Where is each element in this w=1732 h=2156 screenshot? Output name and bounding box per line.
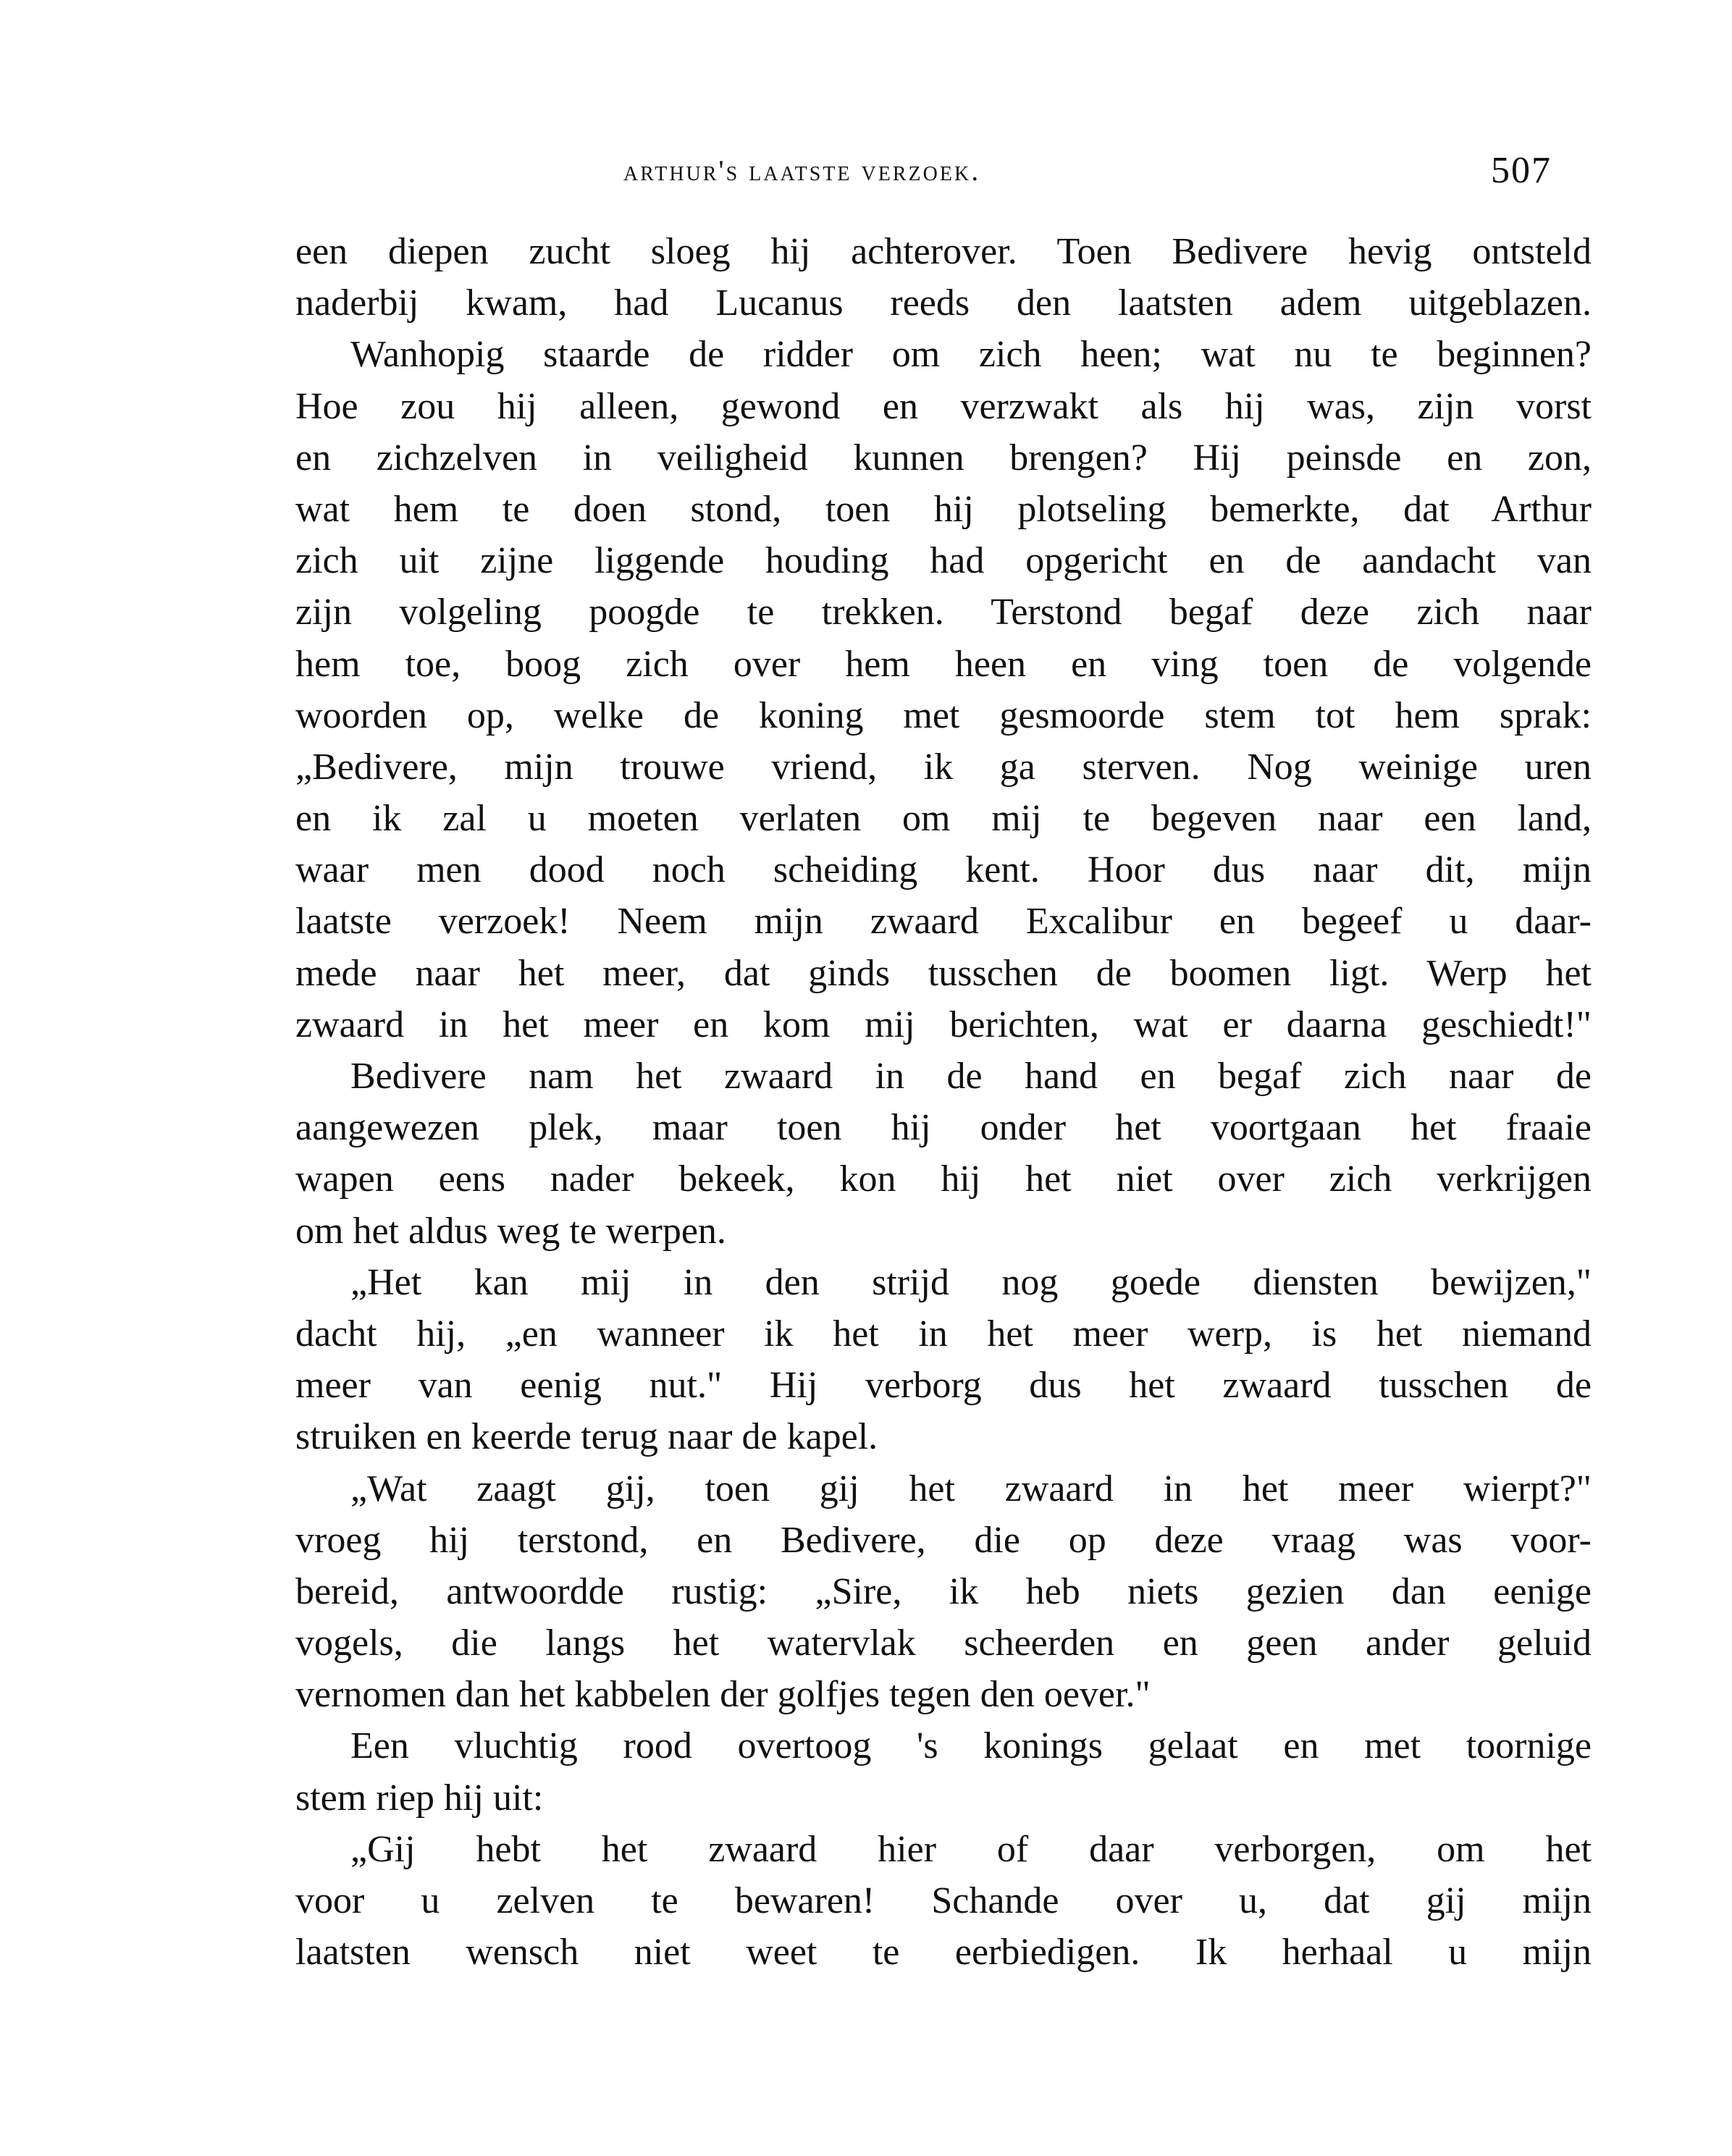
text-line: struiken en keerde terug naar de kapel. — [295, 1416, 878, 1458]
text-line: meer van eenig nut." Hij verborg dus het zwaard tusschen de — [295, 1365, 1592, 1407]
text-line: zijn volgeling poogde te trekken. Terstond begaf deze zich naar — [295, 591, 1592, 633]
text-line: zich uit zijne liggende houding had opgericht en de aandacht van — [295, 540, 1592, 582]
text-line: bereid, antwoordde rustig: „Sire, ik heb niets gezien dan eenige — [295, 1570, 1592, 1612]
text-line: mede naar het meer, dat ginds tusschen de boomen ligt. Werp het — [295, 952, 1592, 994]
page-header — [623, 150, 1552, 197]
text-line: hem toe, boog zich over hem heen en ving toen de volgende — [295, 643, 1592, 685]
text-line: „Bedivere, mijn trouwe vriend, ik ga sterven. Nog weinige uren — [295, 746, 1592, 788]
text-line: Hoe zou hij alleen, gewond en verzwakt als hij was, zijn vorst — [295, 385, 1592, 427]
text-line: naderbij kwam, had Lucanus reeds den laatsten adem uitgeblazen. — [295, 282, 1592, 324]
text-line: waar men dood noch scheiding kent. Hoor dus naar dit, mijn — [295, 849, 1592, 891]
text-line: woorden op, welke de koning met gesmoorde stem tot hem sprak: — [295, 694, 1592, 736]
text-line: vroeg hij terstond, en Bedivere, die op deze vraag was voor- — [295, 1519, 1592, 1561]
text-line: dacht hij, „en wanneer ik het in het meer werp, is het niemand — [295, 1313, 1592, 1355]
text-line: vernomen dan het kabbelen der golfjes tegen den oever." — [295, 1674, 1151, 1716]
text-line: „Wat zaagt gij, toen gij het zwaard in het meer wierpt?" — [350, 1467, 1592, 1509]
text-line: aangewezen plek, maar toen hij onder het voortgaan het fraaie — [295, 1107, 1592, 1149]
text-line: wapen eens nader bekeek, kon hij het niet over zich verkrijgen — [295, 1158, 1592, 1200]
text-line: stem riep hij uit: — [295, 1777, 544, 1819]
text-line: Wanhopig staarde de ridder om zich heen; wat nu te beginnen? — [350, 334, 1592, 376]
page-number: 507 — [1491, 150, 1552, 191]
text-line: voor u zelven te bewaren! Schande over u, dat gij mijn — [295, 1880, 1592, 1921]
text-line: „Het kan mij in den strijd nog goede diensten bewijzen," — [350, 1261, 1592, 1303]
running-title: arthur's laatste verzoek. — [623, 154, 981, 187]
text-line: en ik zal u moeten verlaten om mij te begeven naar een land, — [295, 798, 1592, 840]
text-line: „Gij hebt het zwaard hier of daar verborgen, om het — [350, 1828, 1592, 1870]
text-line: wat hem te doen stond, toen hij plotseling bemerkte, dat Arthur — [295, 488, 1592, 530]
text-line: laatsten wensch niet weet te eerbiedigen. Ik herhaal u mijn — [295, 1932, 1592, 1974]
text-line: om het aldus weg te werpen. — [295, 1210, 726, 1252]
text-line: een diepen zucht sloeg hij achterover. Toen Bedivere hevig ontsteld — [295, 231, 1592, 272]
text-line: laatste verzoek! Neem mijn zwaard Excalibur en begeef u daar- — [295, 901, 1592, 943]
text-line: Bedivere nam het zwaard in de hand en begaf zich naar de — [350, 1056, 1592, 1097]
text-line: vogels, die langs het watervlak scheerden en geen ander geluid — [295, 1622, 1592, 1664]
body-text — [295, 226, 1592, 1978]
text-line: Een vluchtig rood overtoog 's konings gelaat en met toornige — [350, 1725, 1592, 1767]
text-line: zwaard in het meer en kom mij berichten, wat er daarna geschiedt!" — [295, 1003, 1592, 1045]
text-line: en zichzelven in veiligheid kunnen brengen? Hij peinsde en zon, — [295, 437, 1592, 479]
